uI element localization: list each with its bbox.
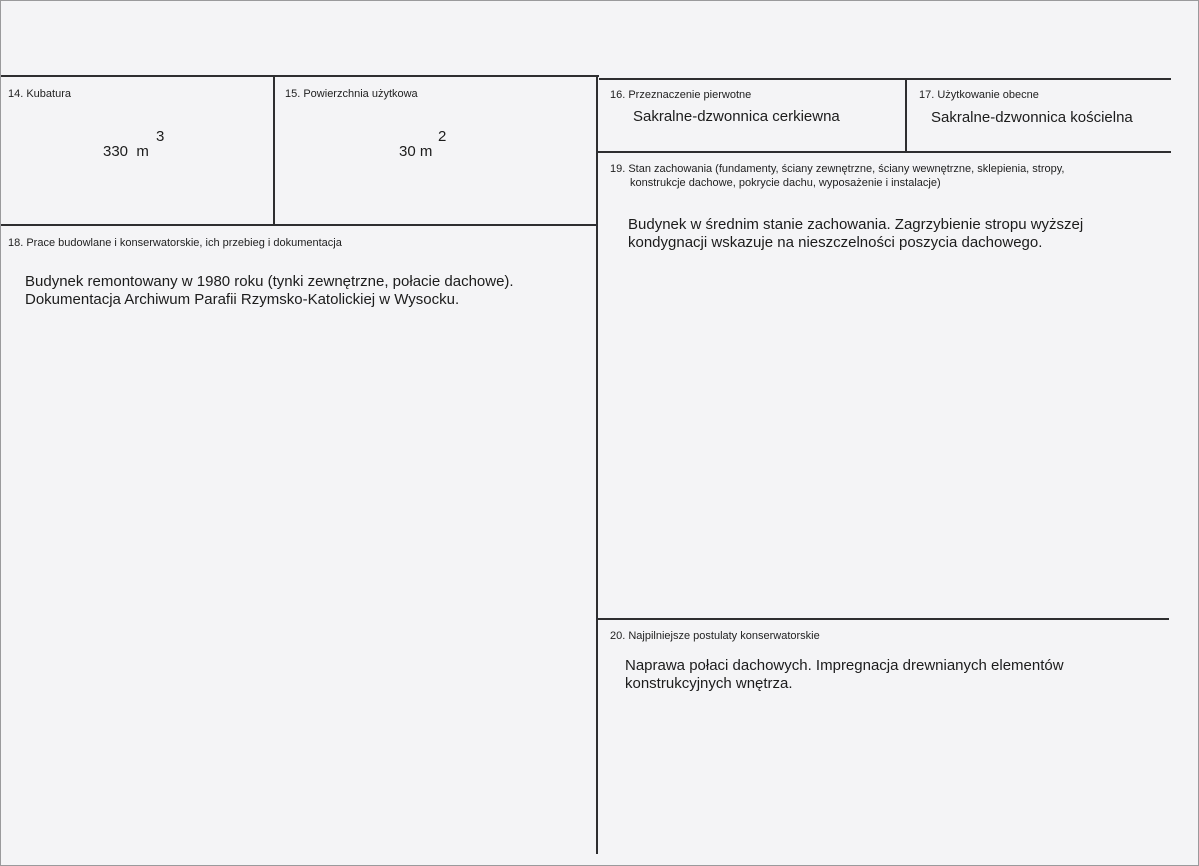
rule-top-left: [1, 75, 599, 77]
field-17-value: Sakralne-dzwonnica kościelna: [931, 109, 1133, 126]
field-15-label: 15. Powierzchnia użytkowa: [285, 88, 418, 100]
field-16-value: Sakralne-dzwonnica cerkiewna: [633, 108, 840, 125]
field-19-label-line-2: konstrukcje dachowe, pokrycie dachu, wyposażenie i instalacje): [630, 177, 941, 189]
field-16-label: 16. Przeznaczenie pierwotne: [610, 89, 752, 101]
field-14-exponent: 3: [156, 128, 165, 145]
field-18-line-1: Budynek remontowany w 1980 roku (tynki zewnętrzne, połacie dachowe).: [25, 273, 514, 290]
field-15-value: 30 m: [399, 143, 433, 160]
field-19-line-1: Budynek w średnim stanie zachowania. Zagrzybienie stropu wyższej: [628, 216, 1084, 233]
rule-center: [596, 76, 598, 854]
field-20-line-1: Naprawa połaci dachowych. Impregnacja drewnianych elementów: [625, 657, 1064, 674]
field-14-label: 14. Kubatura: [8, 88, 71, 100]
field-20-line-2: konstrukcyjnych wnętrza.: [625, 675, 793, 692]
field-15-exponent: 2: [438, 128, 447, 145]
field-14-value: 330 m: [103, 143, 149, 160]
field-18-label: 18. Prace budowlane i konserwatorskie, ich przebieg i dokumentacja: [8, 237, 342, 249]
rule-right-lower: [598, 618, 1169, 620]
field-17-label: 17. Użytkowanie obecne: [919, 89, 1039, 101]
field-20-label: 20. Najpilniejsze postulaty konserwatorskie: [610, 630, 820, 642]
rule-left-mid: [1, 224, 598, 226]
rule-right-split: [905, 79, 907, 153]
rule-right-mid: [598, 151, 1171, 153]
field-18-line-2: Dokumentacja Archiwum Parafii Rzymsko-Katolickiej w Wysocku.: [25, 291, 460, 308]
rule-left-split: [273, 76, 275, 226]
field-19-line-2: kondygnacji wskazuje na nieszczelności poszycia dachowego.: [628, 234, 1043, 251]
field-19-label-line-1: 19. Stan zachowania (fundamenty, ściany zewnętrzne, ściany wewnętrzne, sklepienia, stropy,: [610, 163, 1065, 175]
rule-top-right: [599, 78, 1171, 80]
